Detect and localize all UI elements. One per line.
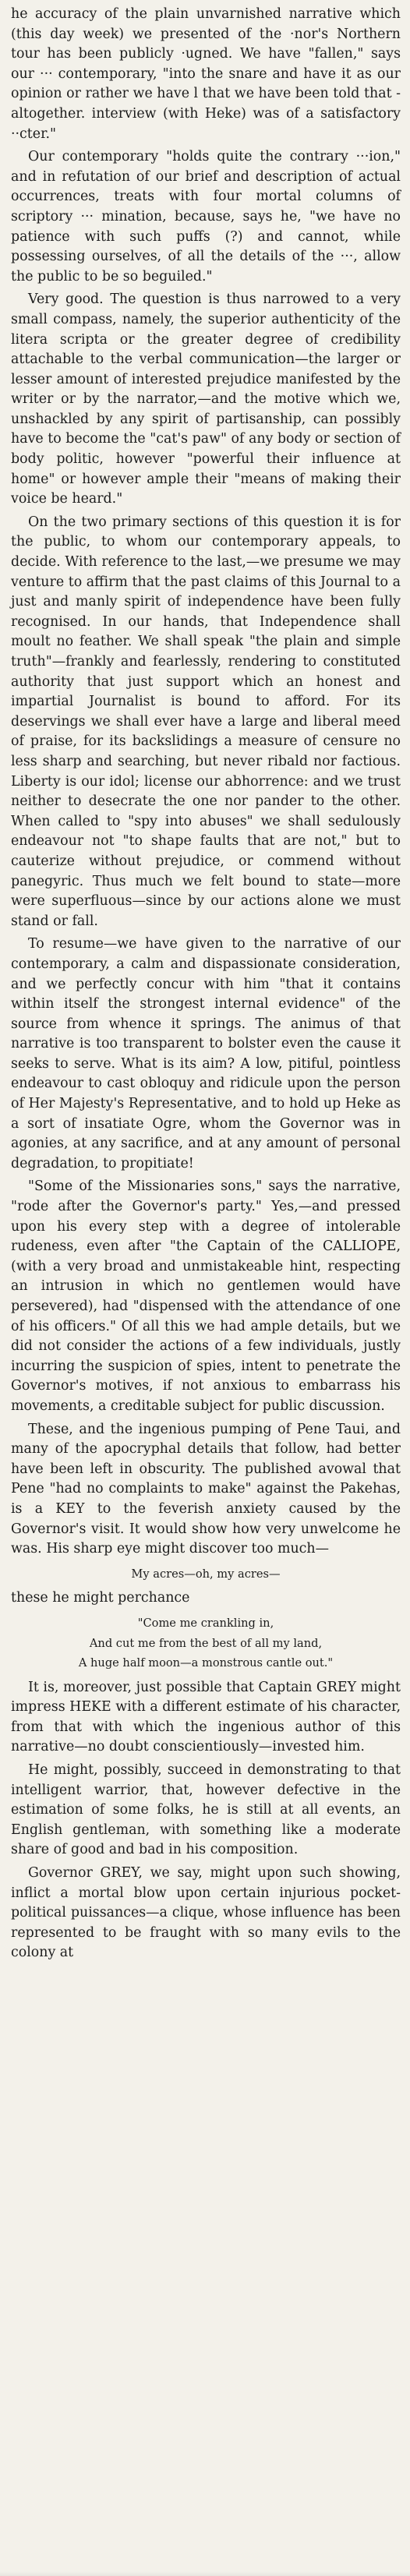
verse-line: And cut me from the best of all my land,: [89, 1636, 323, 1650]
paragraph-6: "Some of the Missionaries sons," says the narrative, "rode after the Governor's party." Yes,—and pressed upon his every step with a degree of intolerable rudeness, even after "the Captain of the CALLIOPE, (with a very broad and unmistakeable hint, respecting an intrusion in which no gentlemen would have persevered), had "dispensed with the attendance of one of his officers." Of all this we had ample details, but we did not consider the actions of a few individuals, justly incurring the suspicion of spies, intent to penetrate the Governor's motives, if not anxious to embarrass his movements, a creditable subject for public discussion.: [11, 1178, 401, 1414]
paragraph-5: To resume—we have given to the narrative of our contemporary, a calm and dispassionate consideration, and we perfectly concur with him "that it contains within itself the strongest internal evidence" of the source from whence it springs. The animus of that narrative is too transparent to bolster even the cause it seeks to serve. What is its aim? A low, pitiful, pointless endeavour to cast obloquy and ridicule upon the person of Her Majesty's Representative, and to hold up Heke as a sort of insatiate Ogre, whom the Governor was in agonies, at any sacrifice, and at any amount of personal degradation, to propitiate!: [11, 936, 401, 1171]
paragraph-3: Very good. The question is thus narrowed to a very small compass, namely, the superior authenticity of the litera scripta or the greater degree of credibility attachable to the verbal communication—the larger or lesser amount of interested prejudice manifested by the writer or by the narrator,—and the motive which we, unshackled by any spirit of partisanship, can possibly have to become the "cat's paw" of any body or section of body politic, however "powerful their influence at home" or however ample their "means of making their voice be heard.": [11, 292, 401, 507]
verse-quote-1: [11, 1564, 401, 1585]
lead-in-text: these he might perchance: [11, 1590, 190, 1606]
page-edge-shade: [0, 2571, 410, 2576]
verse-line: My acres—oh, my acres—: [131, 1567, 281, 1581]
paragraph-4: On the two primary sections of this question it is for the public, to whom our contemporary appeals, to decide. With reference to the last,—we presume we may venture to affirm that the past claims of this Journal to a just and manly spirit of independence have been fully recognised. In our hands, that Independence shall moult no feather. We shall speak "the plain and simple truth"—frankly and fearlessly, rendering to constituted authority that just support which an honest and impartial Journalist is bound to afford. For its deservings we shall ever have a large and liberal meed of praise, for its backslidings a measure of censure no less sharp and searching, but never ribald nor factious. Liberty is our idol; license our abhorrence: and we trust neither to desecrate the one nor pander to the other. When called to "spy into abuses" we shall sedulously endeavour not "to shape faults that are not," but to cauterize without prejudice, or commend without panegyric. Thus much we felt bound to state—more were superfluous—since by our actions alone we must stand or fall.: [11, 514, 401, 929]
paragraph-8: It is, moreover, just possible that Captain GREY might impress HEKE with a different estimate of his character, from that with which the ingenious author of this narrative—no doubt conscientiously—invested him.: [11, 1679, 401, 1755]
verse-quote-2: [11, 1613, 401, 1673]
paragraph-2: Our contemporary "holds quite the contrary ···ion," and in refutation of our brief and description of actual occurrences, treats with four mortal columns of scriptory ··· mination, because, says he, "we have no patience with such puffs (?) and cannot, while possessing ourselves, of all the details of the ···, allow the public to be so beguiled.": [11, 149, 401, 284]
paragraph-10: Governor GREY, we say, might upon such showing, inflict a mortal blow upon certain injurious pocket-political puissances—a clique, whose influence has been represented to be fraught with so many evils to the colony at: [11, 1865, 401, 1961]
paragraph-9: He might, possibly, succeed in demonstrating to that intelligent warrior, that, however defective in the estimation of some folks, he is still at all events, an English gentleman, with something like a moderate share of good and bad in his composition.: [11, 1762, 401, 1858]
verse-line: "Come me crankling in,: [137, 1616, 274, 1630]
paragraph-7: These, and the ingenious pumping of Pene Taui, and many of the apocryphal details that follow, had better have been left in obscurity. The published avowal that Pene "had no complaints to make" against the Pakehas, is a KEY to the feverish anxiety caused by the Governor's visit. It would show how very unwelcome he was. His sharp eye might discover too much—: [11, 1421, 401, 1557]
verse-line: A huge half moon—a monstrous cantle out.": [78, 1656, 334, 1670]
paragraph-1: he accuracy of the plain unvarnished narrative which (this day week) we presented of the ·nor's Northern tour has been publicly ·ugned. We have "fallen," says our ··· contemporary, "into the snare and have it as our opinion or rather we have l that we have been told that - altogether. interview (with Heke) was of a satisfactory ··cter.": [11, 6, 401, 142]
